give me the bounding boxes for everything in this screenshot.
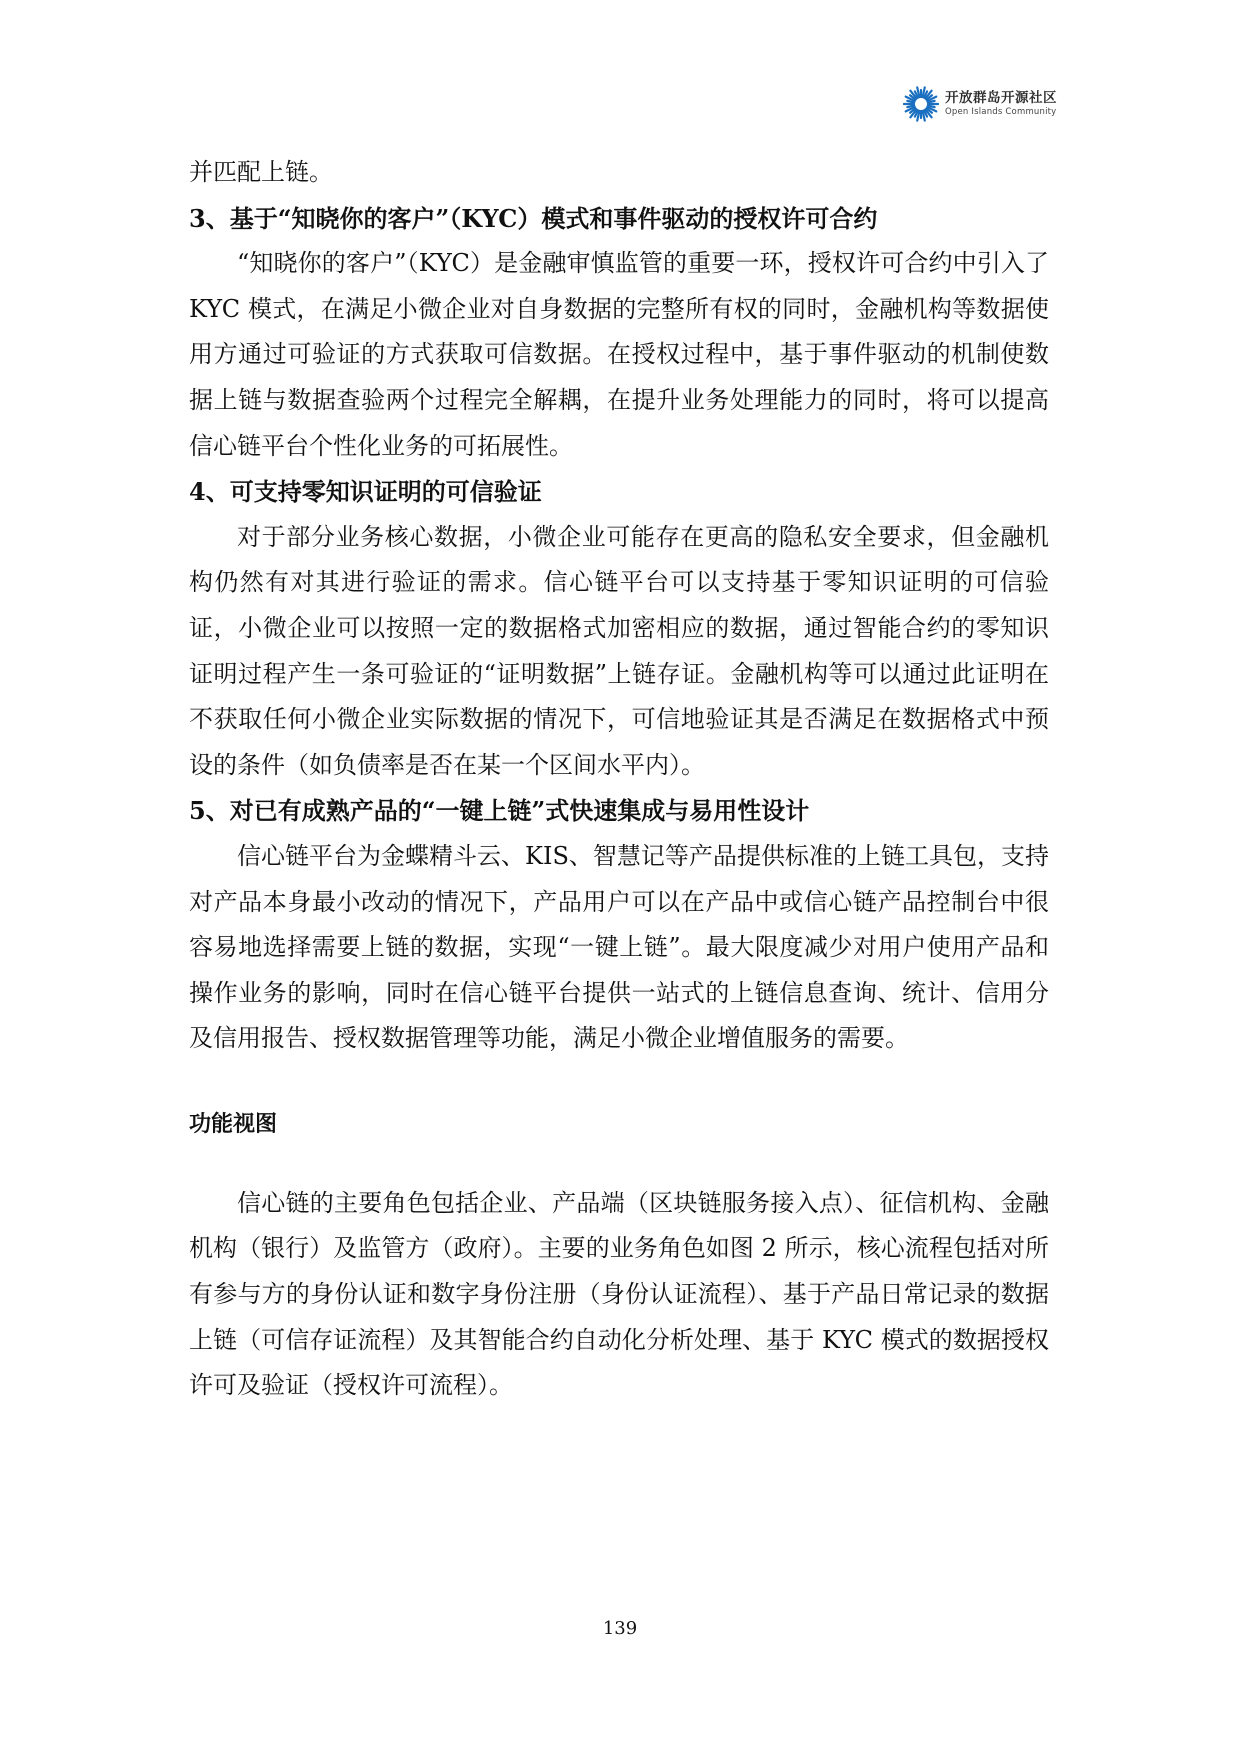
- open-islands-logo-icon: [903, 86, 939, 122]
- document-body: [189, 150, 1049, 1409]
- paragraph-one-click-chain: 信心链平台为金蝶精斗云、KIS、智慧记等产品提供标准的上链工具包，支持对产品本身最小改动的情况下，产品用户可以在产品中或信心链产品控制台中很容易地选择需要上链的数据，实现“一键上链”。最大限度减少对用户使用产品和操作业务的影响，同时在信心链平台提供一站式的上链信息查询、统计、信用分及信用报告、授权数据管理等功能，满足小微企业增值服务的需要。: [189, 841, 1049, 1053]
- logo-chinese-name: 开放群岛开源社区: [945, 89, 1057, 106]
- logo-english-name: Open Islands Community: [945, 107, 1057, 117]
- heading-one-click-chain: 5、对已有成熟产品的“一键上链”式快速集成与易用性设计: [189, 796, 810, 826]
- paragraph-zero-knowledge: 对于部分业务核心数据，小微企业可能存在更高的隐私安全要求，但金融机构仍然有对其进行验证的需求。信心链平台可以支持基于零知识证明的可信验证，小微企业可以按照一定的数据格式加密相应的数据，通过智能合约的零知识证明过程产生一条可验证的“证明数据”上链存证。金融机构等可以通过此证明在不获取任何小微企业实际数据的情况下，可信地验证其是否满足在数据格式中预设的条件（如负债率是否在某一个区间水平内）。: [189, 522, 1049, 779]
- page-number: 139: [602, 1618, 638, 1639]
- heading-kyc-contract: 3、基于“知晓你的客户”（KYC）模式和事件驱动的授权许可合约: [189, 203, 878, 233]
- section-title-function-view: 功能视图: [189, 1111, 278, 1137]
- paragraph-function-view: 信心链的主要角色包括企业、产品端（区块链服务接入点）、征信机构、金融机构（银行）及监管方（政府）。主要的业务角色如图 2 所示，核心流程包括对所有参与方的身份认证和数字身份注册（身份认证流程）、基于产品日常记录的数据上链（可信存证流程）及其智能合约自动化分析处理、基于 KYC 模式的数据授权许可及验证（授权许可流程）。: [189, 1188, 1049, 1400]
- heading-zero-knowledge: 4、可支持零知识证明的可信验证: [189, 477, 542, 507]
- paragraph-kyc: “知晓你的客户”（KYC）是金融审慎监管的重要一环，授权许可合约中引入了 KYC 模式，在满足小微企业对自身数据的完整所有权的同时，金融机构等数据使用方通过可验证的方式获取可信数据。在授权过程中，基于事件驱动的机制使数据上链与数据查验两个过程完全解耦，在提升业务处理能力的同时，将可以提高信心链平台个性化业务的可拓展性。: [189, 249, 1049, 460]
- community-logo: [903, 86, 1057, 122]
- paragraph-continuation: 并匹配上链。: [189, 158, 333, 186]
